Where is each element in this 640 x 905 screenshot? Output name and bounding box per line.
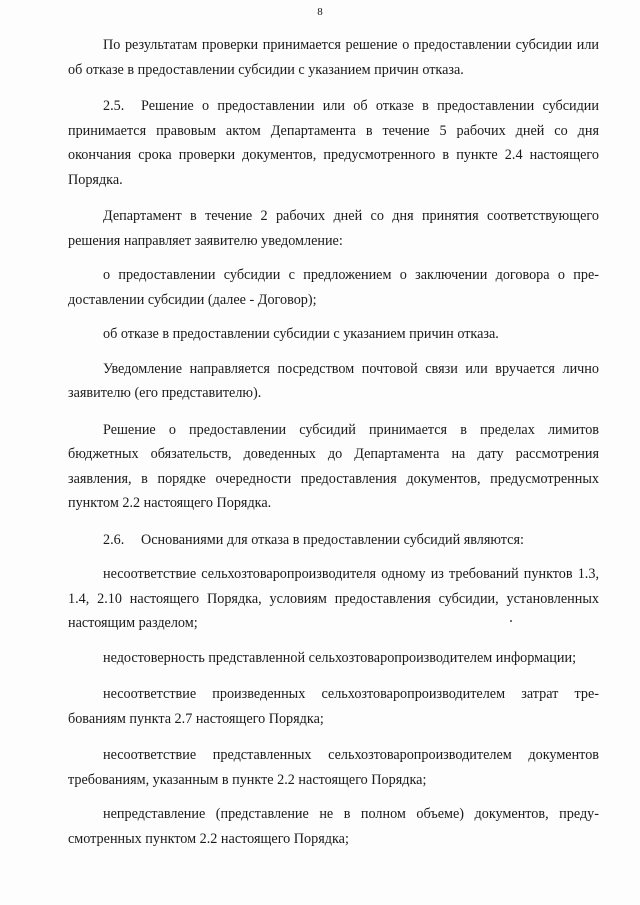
paragraph-check-result <box>68 33 599 82</box>
paragraph-text: Решение о предоставлении или об отказе в предоставлении субсидии принимается правовым актом Департамента в течение 5 рабочих дней со дня окончания срока проверки документов, предусмотренного в пункте 2.4 настоящего Порядка. <box>68 98 599 188</box>
paragraph-delivery <box>68 357 599 406</box>
list-item-documents <box>68 743 599 792</box>
scan-speck <box>510 620 512 622</box>
paragraph-text: несоответствие сельхозтоваропроизводителя одному из требований пунктов 1.3, 1.4, 2.10 настоящего Порядка, условиям предоставления субсидии, установленных настоящим разделом; <box>68 566 599 631</box>
list-item-grant <box>68 263 599 312</box>
paragraph-text: несоответствие представленных сельхозтоваропроизводителем документов требованиям, указанным в пункте 2.2 настоящего Порядка; <box>68 747 599 788</box>
list-item-non-submission <box>68 802 599 851</box>
paragraph-text: о предоставлении субсидии с предложением о заключении договора о предоставлении субсидии (далее - Договор); <box>68 267 599 308</box>
list-item-refusal <box>68 322 599 347</box>
paragraph-text: недостоверность представленной сельхозтоваропроизводителем информации; <box>103 649 577 666</box>
paragraph-text: об отказе в предоставлении субсидии с указанием причин отказа. <box>103 326 499 342</box>
paragraph-text: По результатам проверки принимается решение о предоставлении субсидии или об отказе в предоставлении субсидии с указанием причин отказа. <box>68 37 599 78</box>
paragraph-text: Департамент в течение 2 рабочих дней со дня принятия соответствующего решения направляет заявителю уведомление: <box>68 208 599 249</box>
list-item-costs <box>68 682 599 731</box>
list-item-requirements <box>68 562 599 636</box>
paragraph-2-6 <box>68 528 599 553</box>
paragraph-text: несоответствие произведенных сельхозтоваропроизводителем затрат требованиям пункта 2.7 настоящего Порядка; <box>68 686 599 727</box>
paragraph-text: Основаниями для отказа в предоставлении субсидий являются: <box>141 531 524 548</box>
paragraph-text: непредставление (представление не в полном объеме) документов, предусмотренных пунктом 2.2 настоящего Порядка; <box>68 806 599 847</box>
paragraph-notification <box>68 204 599 253</box>
page-number: 8 <box>317 6 323 18</box>
paragraph-2-5 <box>68 94 599 192</box>
paragraph-limits <box>68 418 599 516</box>
paragraph-text: Решение о предоставлении субсидий принимается в пределах лимитов бюджетных обязательств, доведенных до Департамента на дату рассмотрения заявления, в порядке очередности предоставления документов, предусмотренных пунктом 2.2 настоящего Порядка. <box>68 421 599 511</box>
paragraph-text: Уведомление направляется посредством почтовой связи или вручается лично заявителю (его представителю). <box>68 360 599 401</box>
item-number: 2.5. <box>103 98 125 114</box>
item-number: 2.6. <box>103 531 125 548</box>
list-item-unreliable-info <box>68 646 599 671</box>
document-body <box>68 33 599 863</box>
